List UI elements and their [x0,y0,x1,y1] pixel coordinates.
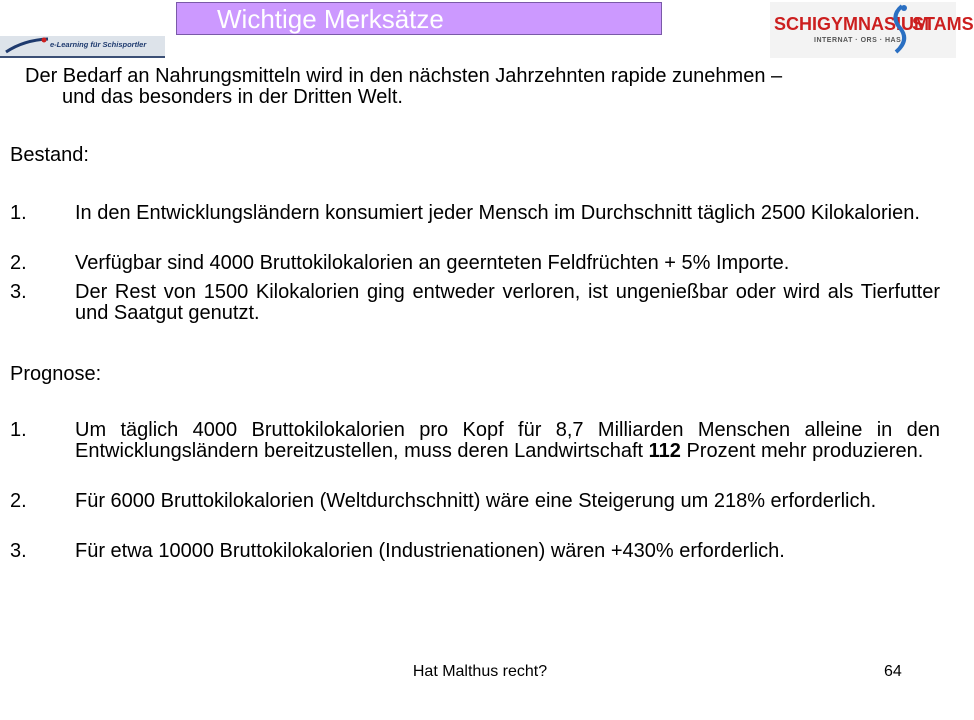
list-text [75,420,940,462]
school-logo-name-2: STAMS [912,14,974,34]
bestand-list [0,203,960,324]
skier-swirl-icon [888,4,910,54]
school-logo [770,2,974,58]
elearning-logo [0,36,165,58]
list-number: 2. [10,252,27,274]
list-number: 3. [10,540,27,562]
list-number: 2. [10,490,27,512]
footer-title: Hat Malthus recht? [412,663,548,680]
list-text: In den Entwicklungsländern konsumiert jeder Mensch im Durchschnitt täglich 2500 Kilokalorien. [75,202,920,224]
elearning-logo-text: e-Learning für Schisportler [50,40,147,49]
intro-line-2: und das besonders in der Dritten Welt. [62,86,403,108]
list-text-part: Um täglich 4000 Bruttokilokalorien pro Kopf für 8,7 Milliarden Menschen alleine in den Entwicklungsländern bereitzustellen, muss deren Landwirtschaft [75,419,940,462]
bestand-heading: Bestand: [10,144,89,166]
prognose-list [0,420,960,562]
list-text-bold: 112 [648,440,681,462]
slide-title: Wichtige Merksätze [217,4,444,34]
list-item [0,491,960,541]
list-item [0,420,960,491]
swoosh-icon [4,36,50,56]
list-text-part: Prozent mehr produzieren. [680,440,924,462]
list-item [0,282,960,324]
prognose-heading: Prognose: [10,363,102,385]
intro-line-1: Der Bedarf an Nahrungsmitteln wird in den nächsten Jahrzehnten rapide zunehmen – [25,65,783,87]
list-text: Verfügbar sind 4000 Bruttokilokalorien an geernteten Feldfrüchten + 5% Importe. [75,252,790,274]
page-number: 64 [884,663,902,680]
school-logo-name: SCHIGYMNASIUM [774,14,930,34]
list-number: 3. [10,281,27,303]
title-bar [176,2,662,35]
school-logo-subtitle: INTERNAT · ORS · HAS [814,37,902,44]
list-text: Der Rest von 1500 Kilokalorien ging entweder verloren, ist ungenießbar oder wird als Tierfutter und Saatgut genutzt. [75,281,940,324]
list-text: Für etwa 10000 Bruttokilokalorien (Industrienationen) wären +430% erforderlich. [75,540,785,562]
list-item [0,203,960,253]
list-number: 1. [10,419,27,441]
list-text: Für 6000 Bruttokilokalorien (Weltdurchschnitt) wäre eine Steigerung um 218% erforderlich. [75,490,877,512]
list-item [0,541,960,562]
list-number: 1. [10,202,27,224]
list-item [0,253,960,282]
